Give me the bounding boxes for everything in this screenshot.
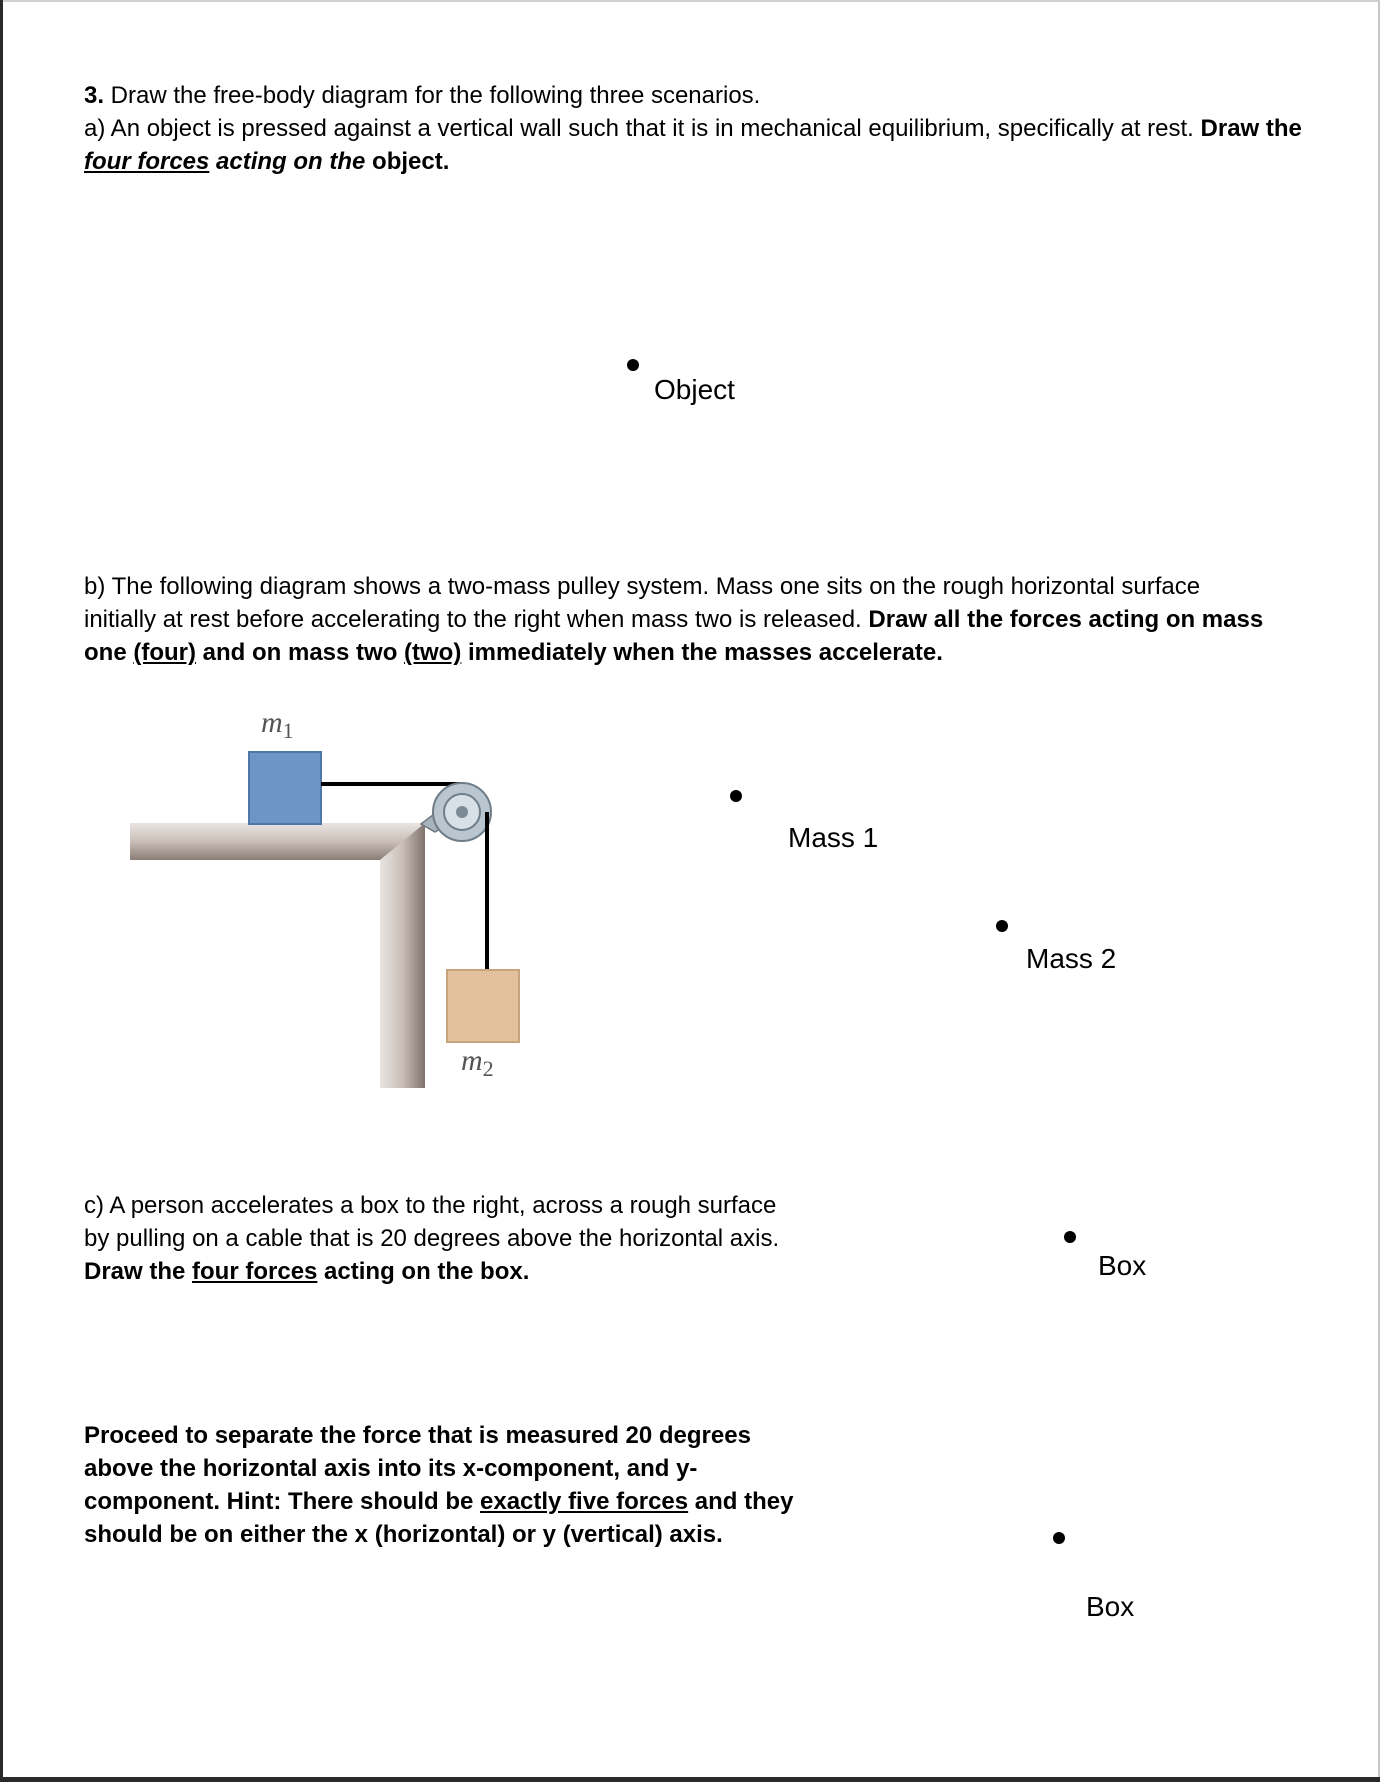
mass-2-dot-label: Mass 2 bbox=[1026, 943, 1117, 974]
page-border-left bbox=[0, 0, 3, 1782]
object-dot-label: Object bbox=[654, 374, 735, 405]
mass-1-block bbox=[249, 752, 321, 824]
table-surface bbox=[130, 823, 425, 860]
part-b-text: b) The following diagram shows a two-mass pulley system. Mass one sits on the rough horizontal surface initially at rest before accelerating to the right when mass two is released. Draw all the forces acting on mass one (four) and on mass two (two) immediately when the masses accelerate. bbox=[84, 573, 1264, 666]
part-d-text: Proceed to separate the force that is measured 20 degrees above the horizontal axis into its x-component, and y-component. Hint: There should be exactly five forces and they should be on either the x (horizontal) or y (vertical) axis. bbox=[84, 1422, 794, 1548]
box-dot-1 bbox=[1064, 1231, 1076, 1243]
part-c-text: c) A person accelerates a box to the right, across a rough surface by pulling on a cable that is 20 degrees above the horizontal axis. Draw the four forces acting on the box. bbox=[84, 1192, 780, 1285]
page-border-top bbox=[0, 0, 1380, 2]
part-a-emphasis: four forces bbox=[84, 148, 210, 175]
mass-1-dot bbox=[730, 790, 742, 802]
mass-1-dot-label: Mass 1 bbox=[788, 822, 879, 853]
question-number: 3. bbox=[84, 82, 105, 109]
part-a-text: a) An object is pressed against a vertical wall such that it is in mechanical equilibrium, specifically at rest. Draw the four forces acting on the object. bbox=[84, 115, 1302, 175]
pulley-diagram bbox=[125, 700, 545, 1095]
box-dot-1-label: Box bbox=[1098, 1250, 1147, 1281]
object-dot bbox=[627, 359, 639, 371]
page-border-bottom bbox=[0, 1777, 1380, 1782]
box-dot-2 bbox=[1053, 1532, 1065, 1544]
mass-2-label: $m_2$ bbox=[461, 1044, 494, 1081]
mass-1-label: $m_1$ bbox=[261, 706, 294, 743]
mass-2-block bbox=[447, 970, 519, 1042]
box-dot-2-label: Box bbox=[1086, 1591, 1135, 1622]
question-intro: 3. Draw the free-body diagram for the following three scenarios. a) An object is pressed against a vertical wall such that it is in mechanical equilibrium, specifically at rest. Draw the four forces acting on the object. bbox=[84, 79, 1334, 178]
mass-2-dot bbox=[996, 920, 1008, 932]
